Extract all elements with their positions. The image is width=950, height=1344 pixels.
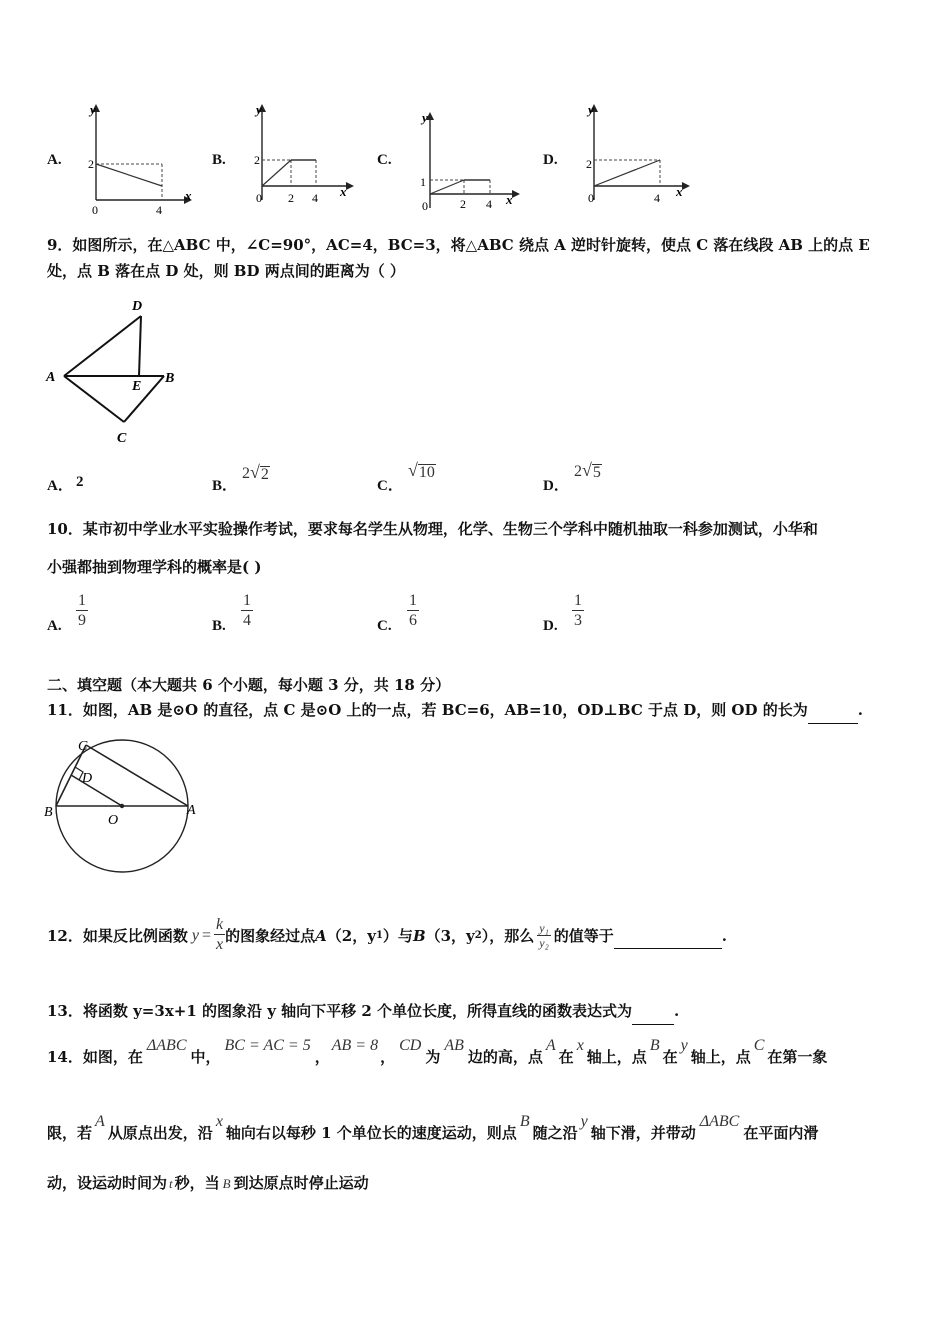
q10-option-d-fraction: $\frac{1}{3}$ — [574, 592, 582, 629]
q9-option-d-label: D． — [543, 478, 569, 494]
q8a-x-label: x — [185, 188, 192, 203]
q8b-tick-4: 4 — [312, 191, 318, 205]
q8-graph-d — [582, 100, 692, 218]
q8b-tick-0: 0 — [256, 191, 262, 205]
q9-option-b-value: 2 √ 2 — [242, 462, 269, 483]
q8-graph-c — [416, 108, 526, 218]
q8-option-c-label: C. — [377, 152, 392, 168]
q11-figure — [42, 734, 202, 876]
q14-line2: 限，若A从原点出发，沿x轴向右以每秒 1 个单位长的速度运动，则点B随之沿y轴下滑，并带动ΔABC在平面内滑 — [47, 1113, 819, 1142]
q8d-x-label: x — [676, 184, 683, 199]
q8a-tick-y: 2 — [88, 157, 94, 171]
section-heading: 二、填空题（本大题共 6 个小题，每小题 3 分，共 18 分） — [47, 676, 451, 694]
q11-label-d: D — [82, 771, 93, 786]
q10-text-line2: 小强都抽到物理学科的概率是( ) — [47, 558, 262, 576]
q14-line3: 动，设运动时间为 t 秒，当 B 到达原点时停止运动 — [47, 1174, 369, 1192]
q8c-tick-4: 4 — [486, 197, 492, 211]
q14-line1: 14．如图，在ΔABC中，BC = AC = 5，AB = 8，CD为AB边的高，点A在x轴上，点B在y轴上，点C在第一象 — [47, 1037, 828, 1066]
q8b-tick-2: 2 — [288, 191, 294, 205]
q8c-tick-0: 0 — [422, 199, 428, 213]
q9-label-d: D — [132, 299, 143, 314]
q9-option-c-value: √ 10 — [408, 460, 435, 481]
q8a-tick-4: 4 — [156, 203, 162, 217]
q13-answer-blank[interactable] — [632, 998, 674, 1025]
q10-option-c-fraction: $\frac{1}{6}$ — [409, 592, 417, 629]
q10-option-b-fraction: $\frac{1}{4}$ — [243, 592, 251, 629]
q11-text: 11．如图，AB 是⊙O 的直径，点 C 是⊙O 上的一点，若 BC=6，AB=10，OD⊥BC 于点 D，则 OD 的长为 . — [47, 697, 863, 724]
q12-text: 12．如果反比例函数 y = $\frac{k}{x}$ 的图象经过点 A （2，y 1 ） 与 B （3，y 2 ），那么 $\frac{\text{y₁}}{\text{y₂}}$ 的值等于 . — [47, 916, 728, 953]
q8-graph-b — [250, 100, 360, 218]
q8b-tick-y: 2 — [254, 153, 260, 167]
q8-option-a-label: A. — [47, 152, 62, 168]
q8a-y-label: y — [90, 102, 96, 117]
q8c-tick-2: 2 — [460, 197, 466, 211]
q12-answer-blank[interactable] — [614, 922, 722, 949]
q13-text: 13．将函数 y=3x+1 的图象沿 y 轴向下平移 2 个单位长度，所得直线的函数表达式为 . — [47, 998, 679, 1025]
q8d-tick-4: 4 — [654, 191, 660, 205]
q9-option-c-label: C． — [377, 478, 403, 494]
q9-option-a-value: 2 — [76, 474, 84, 490]
q8d-y-label: y — [588, 102, 594, 117]
q9-option-d-value: 2 √ 5 — [574, 460, 601, 481]
q11-answer-blank[interactable] — [808, 697, 858, 724]
q8a-tick-0: 0 — [92, 203, 98, 217]
q11-label-a: A — [187, 803, 196, 818]
q10-text-line1: 10．某市初中学业水平实验操作考试，要求每名学生从物理，化学、生物三个学科中随机抽取一科参加测试，小华和 — [47, 520, 818, 538]
q11-label-c: C — [78, 739, 88, 754]
q8c-y-label: y — [422, 110, 428, 125]
q8b-y-label: y — [256, 102, 262, 117]
q8d-tick-y: 2 — [586, 157, 592, 171]
q9-text-line1: 9．如图所示，在△ABC 中，∠C=90°，AC=4，BC=3，将△ABC 绕点 A 逆时针旋转，使点 C 落在线段 AB 上的点 E — [47, 236, 870, 254]
q8b-x-label: x — [340, 184, 347, 199]
q9-text-line2: 处，点 B 落在点 D 处，则 BD 两点间的距离为（ ） — [47, 262, 405, 280]
q10-option-d-label: D. — [543, 618, 558, 634]
q9-option-b-label: B． — [212, 478, 238, 494]
q10-option-c-label: C. — [377, 618, 392, 634]
q11-label-b: B — [44, 805, 53, 820]
q8-graph-a — [84, 100, 194, 218]
q9-label-a: A — [46, 370, 56, 385]
q9-label-e: E — [132, 379, 142, 394]
q8d-tick-0: 0 — [588, 191, 594, 205]
q10-option-b-label: B. — [212, 618, 226, 634]
q9-label-b: B — [165, 371, 175, 386]
q8c-tick-y: 1 — [420, 175, 426, 189]
q10-option-a-label: A. — [47, 618, 62, 634]
q11-label-o: O — [108, 813, 119, 828]
q8-option-b-label: B. — [212, 152, 226, 168]
q8-option-d-label: D. — [543, 152, 558, 168]
q8c-x-label: x — [506, 192, 513, 207]
q9-label-c: C — [117, 431, 127, 446]
q9-option-a-label: A． — [47, 478, 73, 494]
q10-option-a-fraction: $\frac{1}{9}$ — [78, 592, 86, 629]
q9-figure — [44, 292, 194, 452]
